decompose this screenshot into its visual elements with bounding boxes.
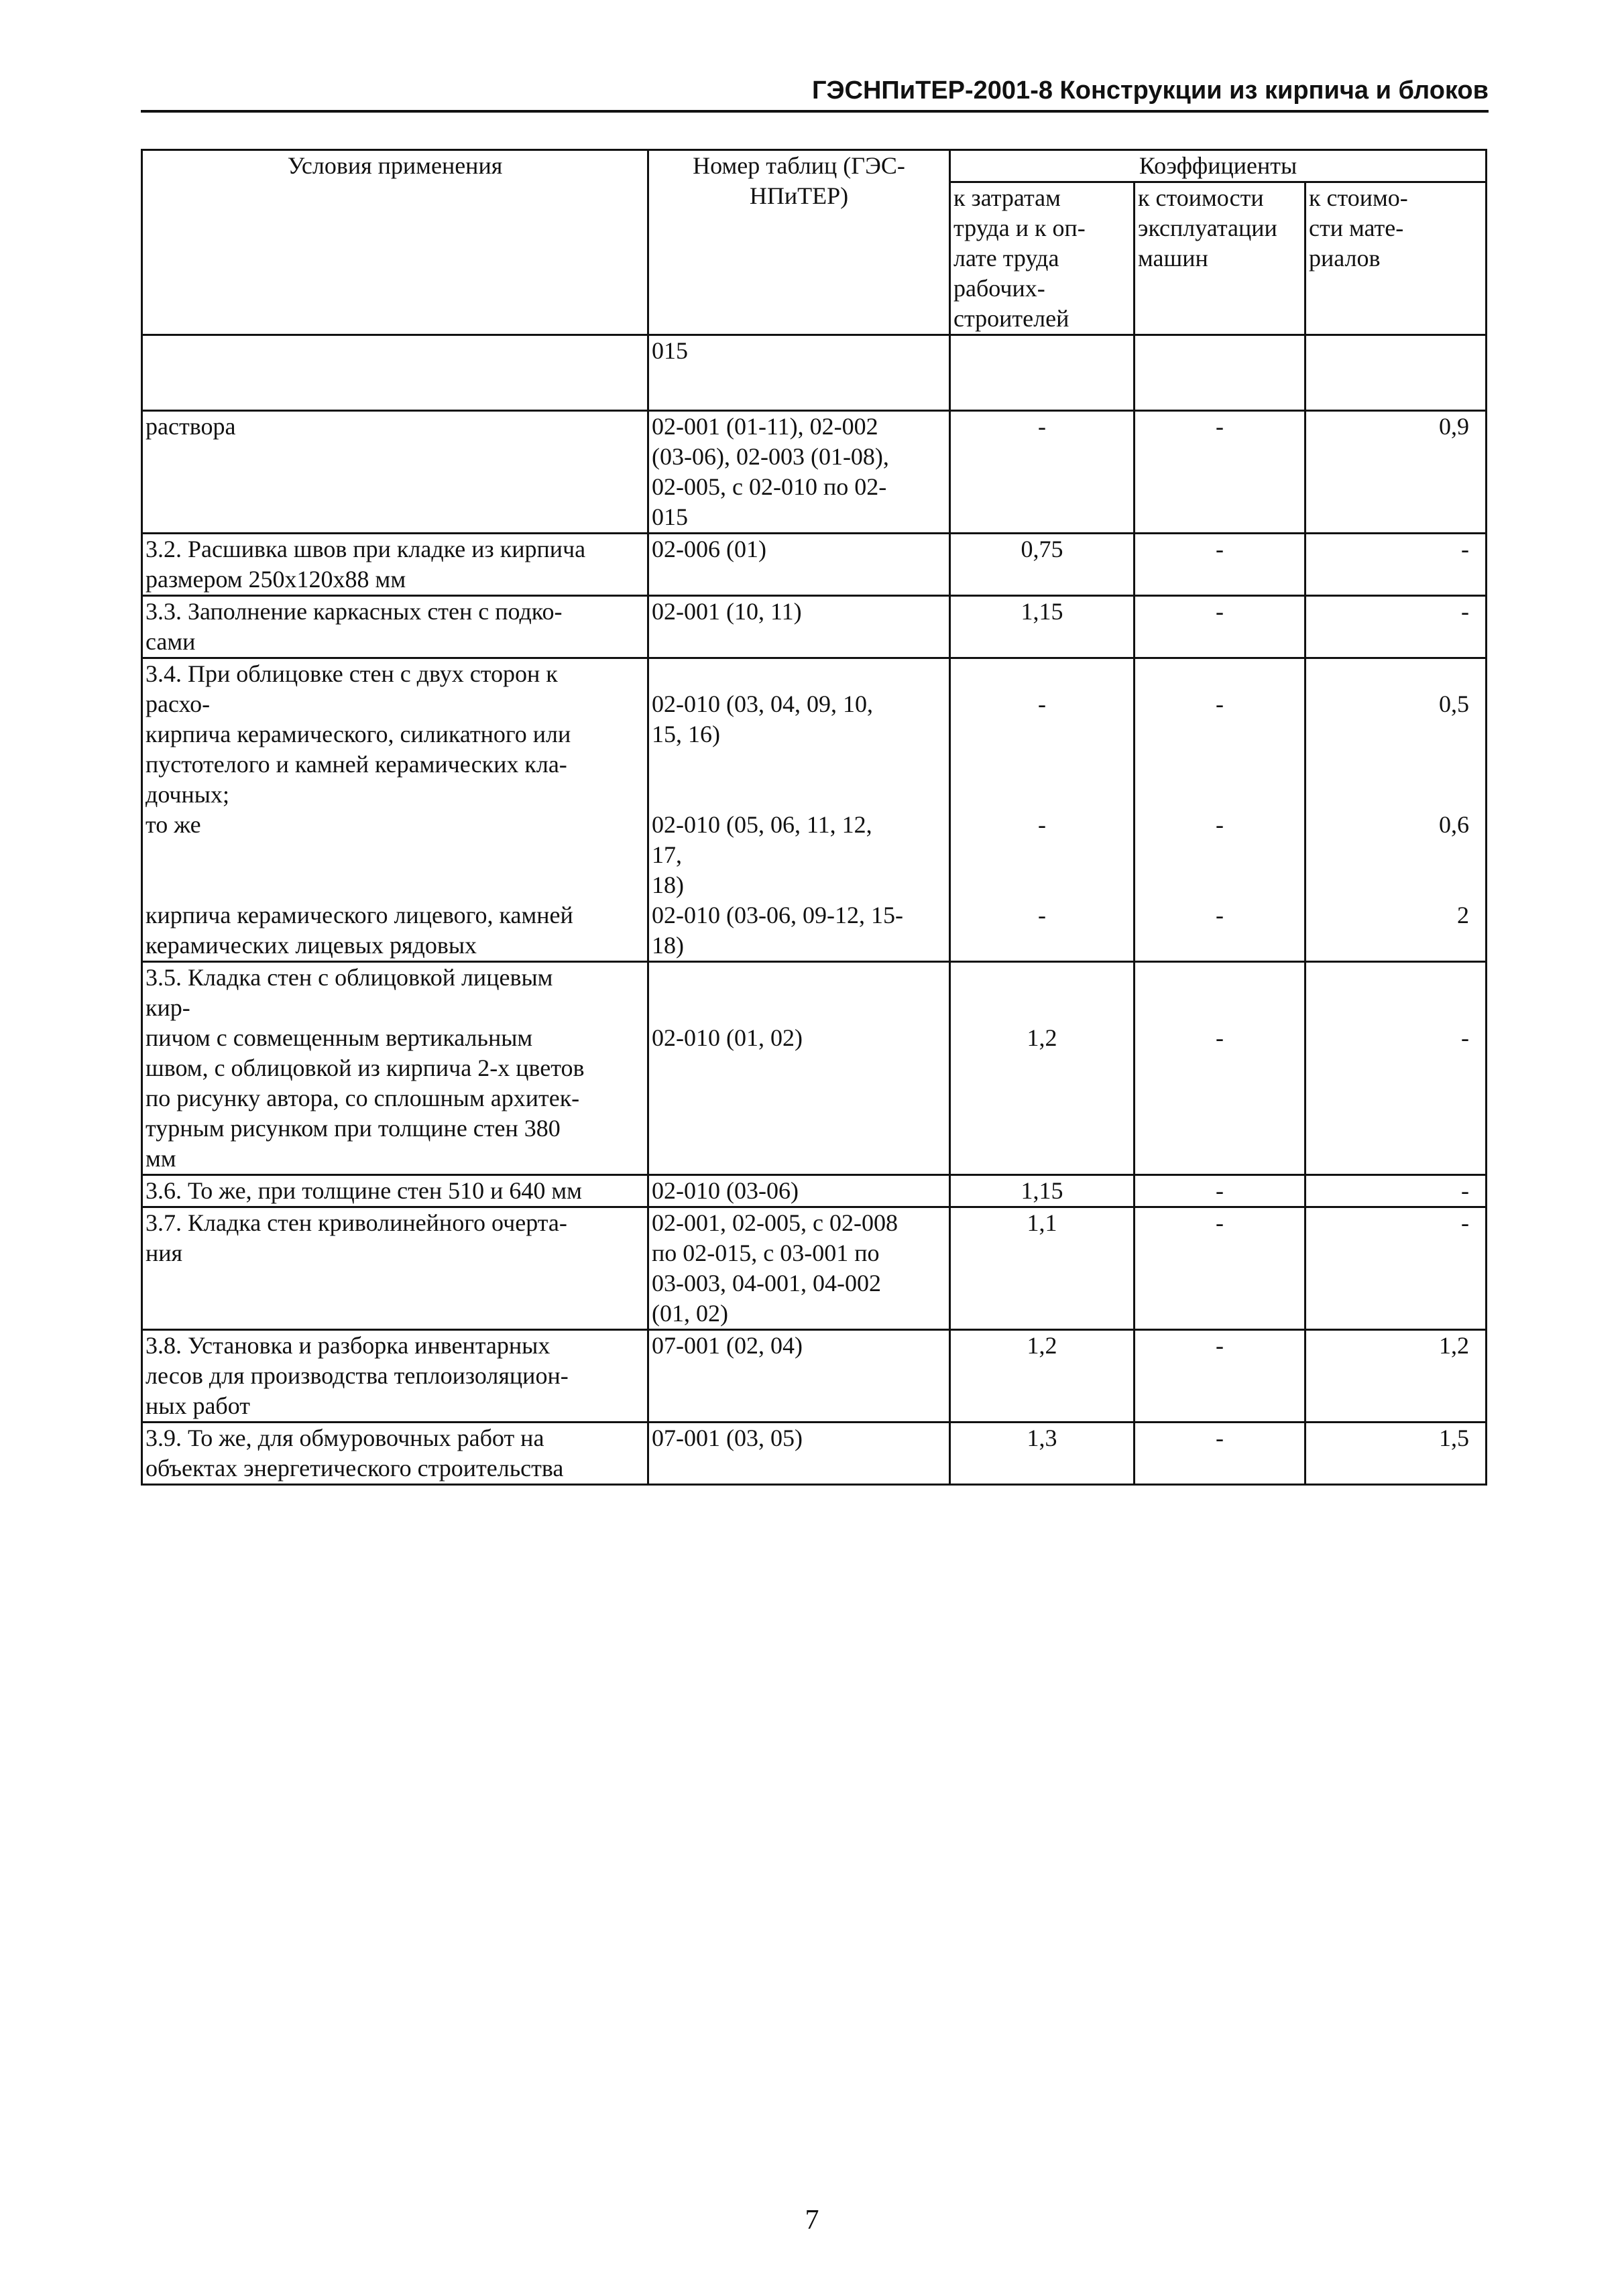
row-table-numbers: 02-001 (10, 11): [648, 596, 950, 658]
row-labor-coef: 1,15: [950, 596, 1135, 658]
spacer: [1138, 840, 1301, 870]
spacer: [1138, 963, 1301, 993]
row-labor-coef: 1,15: [950, 1175, 1135, 1207]
row-table-numbers: [648, 411, 950, 534]
conditions-line: то же: [146, 811, 201, 838]
page-number: 7: [805, 2205, 819, 2236]
header-materials-line: риалов: [1309, 245, 1381, 271]
table-numbers-line: 17,: [652, 841, 682, 868]
row-table-numbers: 07-001 (02, 04): [648, 1330, 950, 1423]
table-numbers-line: 02-001, 02-005, с 02-008: [652, 1209, 898, 1236]
row-materials-coef: -: [1306, 1207, 1487, 1330]
row-labor-coef: 1,2: [950, 1330, 1135, 1423]
row-labor-coef: 1,1: [950, 1207, 1135, 1330]
spacer: [953, 719, 1130, 749]
conditions-line: расхо-: [146, 690, 211, 717]
header-labor-line: труда и к оп-: [953, 215, 1086, 241]
row-labor-coef: [950, 658, 1135, 962]
table-numbers-line: 02-010 (01, 02): [652, 1024, 803, 1051]
spacer: [953, 749, 1130, 780]
spacer: [652, 993, 946, 1023]
spacer: [652, 963, 946, 993]
header-materials: [1306, 182, 1487, 335]
row-materials-coef: 1,5: [1306, 1423, 1487, 1485]
row-conditions: [142, 1423, 648, 1485]
header-coefficients: Коэффициенты: [950, 150, 1487, 182]
row-labor-coef: 1,3: [950, 1423, 1135, 1485]
spacer: [1309, 749, 1469, 780]
row-machines-coef: -: [1135, 1175, 1306, 1207]
spacer: [953, 870, 1130, 900]
row-table-numbers: [648, 962, 950, 1175]
row-machines-coef: -: [1135, 1207, 1306, 1330]
conditions-line: 3.4. При облицовке стен с двух сторон к: [146, 660, 558, 687]
header-labor-line: строителей: [953, 305, 1069, 332]
table-row: [142, 335, 1487, 411]
row-table-numbers: 02-006 (01): [648, 534, 950, 596]
conditions-line: кирпича керамического лицевого, камней: [146, 902, 573, 928]
conditions-line: дочных;: [146, 781, 229, 808]
table-row: [142, 1423, 1487, 1485]
conditions-line: 3.2. Расшивка швов при кладке из кирпича: [146, 536, 586, 562]
machines-coef-value: -: [1216, 1024, 1224, 1051]
table-numbers-line: 02-010 (03-06, 09-12, 15-: [652, 902, 903, 928]
table-row: [142, 596, 1487, 658]
row-materials-coef: 1,2: [1306, 1330, 1487, 1423]
row-machines-coef: -: [1135, 411, 1306, 534]
row-labor-coef: [950, 962, 1135, 1175]
header-materials-line: к стоимо-: [1309, 184, 1408, 211]
spacer: [1138, 719, 1301, 749]
row-materials-coef: [1306, 335, 1487, 411]
conditions-line: швом, с облицовкой из кирпича 2-х цветов: [146, 1054, 585, 1081]
row-materials-coef: [1306, 658, 1487, 962]
table-row: [142, 1175, 1487, 1207]
spacer: [1309, 963, 1469, 993]
row-machines-coef: -: [1135, 1423, 1306, 1485]
labor-coef-value: -: [1038, 690, 1046, 717]
conditions-line: ния: [146, 1240, 183, 1266]
spacer: [652, 659, 946, 689]
table-numbers-line: 15, 16): [652, 721, 720, 747]
running-header: [141, 75, 1489, 113]
header-conditions: Условия применения: [142, 150, 648, 335]
conditions-line: 3.7. Кладка стен криволинейного очерта-: [146, 1209, 567, 1236]
conditions-line: 3.3. Заполнение каркасных стен с подко-: [146, 598, 563, 625]
spacer: [953, 840, 1130, 870]
spacer: [1309, 870, 1469, 900]
spacer: [953, 993, 1130, 1023]
row-conditions: 3.6. То же, при толщине стен 510 и 640 мм: [142, 1175, 648, 1207]
row-labor-coef: 0,75: [950, 534, 1135, 596]
spacer: [1138, 993, 1301, 1023]
row-conditions: [142, 596, 648, 658]
conditions-line: пичом с совмещенным вертикальным: [146, 1024, 533, 1051]
conditions-line: мм: [146, 1145, 176, 1172]
spacer: [953, 963, 1130, 993]
spacer: [146, 870, 644, 900]
table-numbers-line: 015: [652, 503, 688, 530]
materials-coef-value: 0,5: [1439, 690, 1470, 717]
coefficients-table: [141, 149, 1487, 1486]
table-header-row: [142, 150, 1487, 182]
conditions-line: турным рисунком при толщине стен 380: [146, 1115, 561, 1142]
header-labor-line: к затратам: [953, 184, 1061, 211]
row-table-numbers: [648, 1207, 950, 1330]
table-row: [142, 534, 1487, 596]
machines-coef-value: -: [1216, 902, 1224, 928]
spacer: [1138, 870, 1301, 900]
row-materials-coef: -: [1306, 596, 1487, 658]
table-row: [142, 658, 1487, 962]
conditions-line: объектах энергетического строительства: [146, 1455, 564, 1482]
table-numbers-line: (03-06), 02-003 (01-08),: [652, 443, 889, 470]
table-numbers-line: по 02-015, с 03-001 по: [652, 1240, 880, 1266]
conditions-line: по рисунку автора, со сплошным архитек-: [146, 1085, 580, 1111]
row-machines-coef: [1135, 962, 1306, 1175]
conditions-line: сами: [146, 628, 196, 655]
conditions-line: лесов для производства теплоизоляцион-: [146, 1362, 569, 1389]
header-machines-line: машин: [1138, 245, 1208, 271]
spacer: [146, 840, 644, 870]
header-labor: [950, 182, 1135, 335]
spacer: [1309, 993, 1469, 1023]
machines-coef-value: -: [1216, 811, 1224, 838]
header-materials-line: сти мате-: [1309, 215, 1404, 241]
spacer: [953, 780, 1130, 810]
row-table-numbers: 02-010 (03-06): [648, 1175, 950, 1207]
conditions-line: кир-: [146, 994, 190, 1021]
conditions-line: 3.9. То же, для обмуровочных работ на: [146, 1425, 544, 1451]
conditions-line: 3.8. Установка и разборка инвентарных: [146, 1332, 550, 1359]
table-row: [142, 411, 1487, 534]
row-machines-coef: -: [1135, 1330, 1306, 1423]
labor-coef-value: -: [1038, 902, 1046, 928]
spacer: [953, 659, 1130, 689]
row-conditions: [142, 534, 648, 596]
table-numbers-line: 18): [652, 871, 684, 898]
row-table-numbers: 015: [648, 335, 950, 411]
conditions-line: ных работ: [146, 1392, 251, 1419]
row-machines-coef: -: [1135, 596, 1306, 658]
labor-coef-value: 1,2: [1027, 1024, 1057, 1051]
header-table-numbers: [648, 150, 950, 335]
spacer: [1138, 780, 1301, 810]
conditions-line: керамических лицевых рядовых: [146, 932, 477, 959]
table-numbers-line: 02-010 (03, 04, 09, 10,: [652, 690, 873, 717]
header-labor-line: лате труда: [953, 245, 1059, 271]
table-numbers-line: 18): [652, 932, 684, 959]
row-machines-coef: [1135, 335, 1306, 411]
materials-coef-value: 0,6: [1439, 811, 1470, 838]
row-labor-coef: -: [950, 411, 1135, 534]
row-conditions: [142, 335, 648, 411]
header-machines-line: эксплуатации: [1138, 215, 1277, 241]
document-title: ГЭСНПиТЕР-2001-8 Конструкции из кирпича и блоков: [811, 76, 1489, 105]
spacer: [1138, 749, 1301, 780]
conditions-line: кирпича керамического, силикатного или: [146, 721, 571, 747]
table-numbers-line: 02-001 (01-11), 02-002: [652, 413, 878, 440]
header-table-numbers-line: Номер таблиц (ГЭС-: [693, 152, 905, 179]
header-labor-line: рабочих-: [953, 275, 1045, 302]
header-machines: [1135, 182, 1306, 335]
conditions-line: пустотелого и камней керамических кла-: [146, 751, 567, 778]
row-labor-coef: [950, 335, 1135, 411]
row-machines-coef: [1135, 658, 1306, 962]
table-row: [142, 1207, 1487, 1330]
row-table-numbers: [648, 658, 950, 962]
conditions-line: размером 250х120х88 мм: [146, 566, 406, 593]
row-conditions: [142, 962, 648, 1175]
row-materials-coef: -: [1306, 534, 1487, 596]
row-materials-coef: [1306, 962, 1487, 1175]
row-conditions: [142, 658, 648, 962]
table-row: [142, 962, 1487, 1175]
spacer: [1309, 780, 1469, 810]
header-machines-line: к стоимости: [1138, 184, 1264, 211]
spacer: [1309, 840, 1469, 870]
table-numbers-line: 02-005, с 02-010 по 02-: [652, 473, 887, 500]
spacer: [1138, 659, 1301, 689]
materials-coef-value: 2: [1457, 902, 1470, 928]
row-machines-coef: -: [1135, 534, 1306, 596]
row-materials-coef: -: [1306, 1175, 1487, 1207]
header-table-numbers-line: НПиТЕР): [749, 182, 849, 209]
labor-coef-value: -: [1038, 811, 1046, 838]
table-numbers-line: (01, 02): [652, 1300, 728, 1327]
row-conditions: [142, 1207, 648, 1330]
machines-coef-value: -: [1216, 690, 1224, 717]
spacer: [1309, 659, 1469, 689]
row-conditions: раствора: [142, 411, 648, 534]
row-materials-coef: 0,9: [1306, 411, 1487, 534]
row-table-numbers: 07-001 (03, 05): [648, 1423, 950, 1485]
table-numbers-line: 03-003, 04-001, 04-002: [652, 1270, 881, 1296]
spacer: [1309, 719, 1469, 749]
spacer: [652, 780, 946, 810]
row-conditions: [142, 1330, 648, 1423]
materials-coef-value: -: [1461, 1024, 1470, 1051]
table-numbers-line: 02-010 (05, 06, 11, 12,: [652, 811, 872, 838]
table-row: [142, 1330, 1487, 1423]
conditions-line: 3.5. Кладка стен с облицовкой лицевым: [146, 964, 553, 991]
spacer: [652, 749, 946, 780]
